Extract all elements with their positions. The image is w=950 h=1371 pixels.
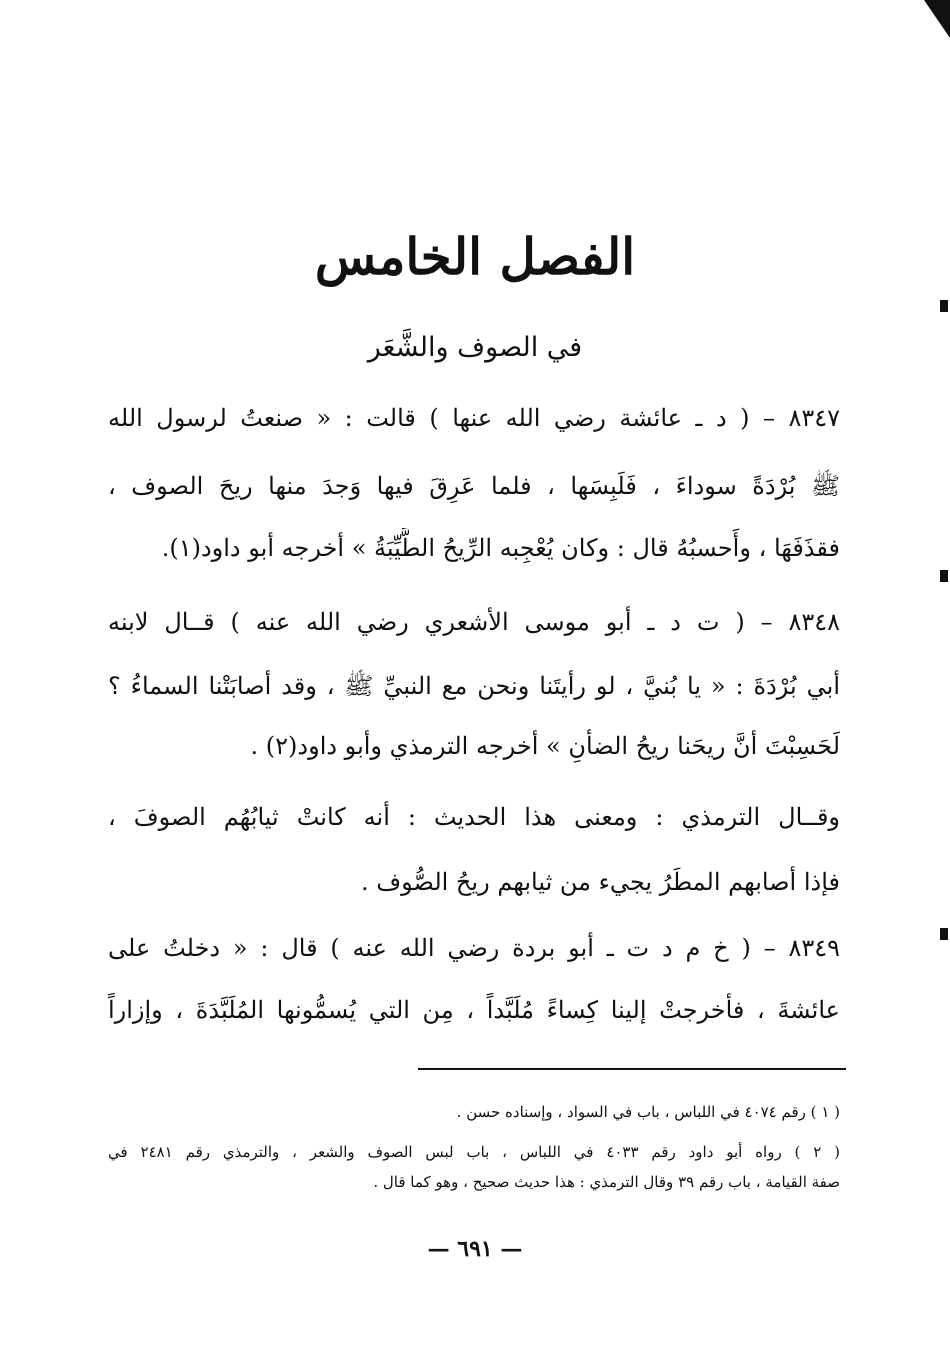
footnote-divider [418,1068,846,1070]
scan-corner-mark [924,0,950,38]
hadith-line: لَحَسِبْتَ أنَّ ريحَنا ريحُ الضأنِ » أخرجه الترمذي وأبو داود(٢) . [250,732,840,760]
hadith-line: ٨٣٤٧ – ( د ـ عائشة رضي الله عنها ) قالت : « صنعتُ لرسول الله [108,404,840,432]
page-number: — ٦٩١ — [427,1236,523,1262]
hadith-line: عائشةَ ، فأخرجتْ إلينا كِساءً مُلَبَّداً ، مِن التي يُسمُّونها المُلَبَّدَةَ ، وإزاراً [108,996,840,1024]
footnote: صفة القيامة ، باب رقم ٣٩ وقال الترمذي : هذا حديث صحيح ، وهو كما قال . [373,1173,840,1191]
scan-edge-mark [940,300,948,312]
scan-edge-mark [940,570,948,582]
hadith-line: ﷺ بُرْدَةً سوداءَ ، فَلَبِسَها ، فلما عَرِقَ فيها وَجدَ منها ريحَ الصوف ، [108,472,840,500]
chapter-subtitle: في الصوف والشَّعَر [367,332,583,363]
hadith-line: فقذَفَهَا ، وأَحسبُهُ قال : وكان يُعْجِبه الرِّيحُ الطَّيِّبَةُ » أخرجه أبو داود(١). [161,534,840,562]
scan-edge-mark [940,928,948,940]
chapter-title: الفصل الخامس [314,227,636,286]
hadith-line: ٨٣٤٨ – ( ت د ـ أبو موسى الأشعري رضي الله عنه ) قــال لابنه [108,608,840,636]
commentary-line: فإذا أصابهم المطَرُ يجيء من ثيابهم ريحُ الصُّوف . [360,868,840,896]
hadith-line: أبي بُرْدَةَ : « يا بُنيَّ ، لو رأيتَنا ونحن مع النبيِّ ﷺ ، وقد أصابَتْنا السماءُ ؟ [108,672,840,700]
commentary-line: وقــال الترمذي : ومعنى هذا الحديث : أنه كانتْ ثيابُهُم الصوفَ ، [108,803,840,831]
footnote: ( ٢ ) رواه أبو داود رقم ٤٠٣٣ في اللباس ، باب لبس الصوف والشعر ، والترمذي رقم ٢٤٨١ في [108,1143,840,1161]
footnote: ( ١ ) رقم ٤٠٧٤ في اللباس ، باب في السواد ، وإسناده حسن . [456,1103,840,1121]
hadith-line: ٨٣٤٩ – ( خ م د ت ـ أبو بردة رضي الله عنه ) قال : « دخلتُ على [108,934,840,962]
